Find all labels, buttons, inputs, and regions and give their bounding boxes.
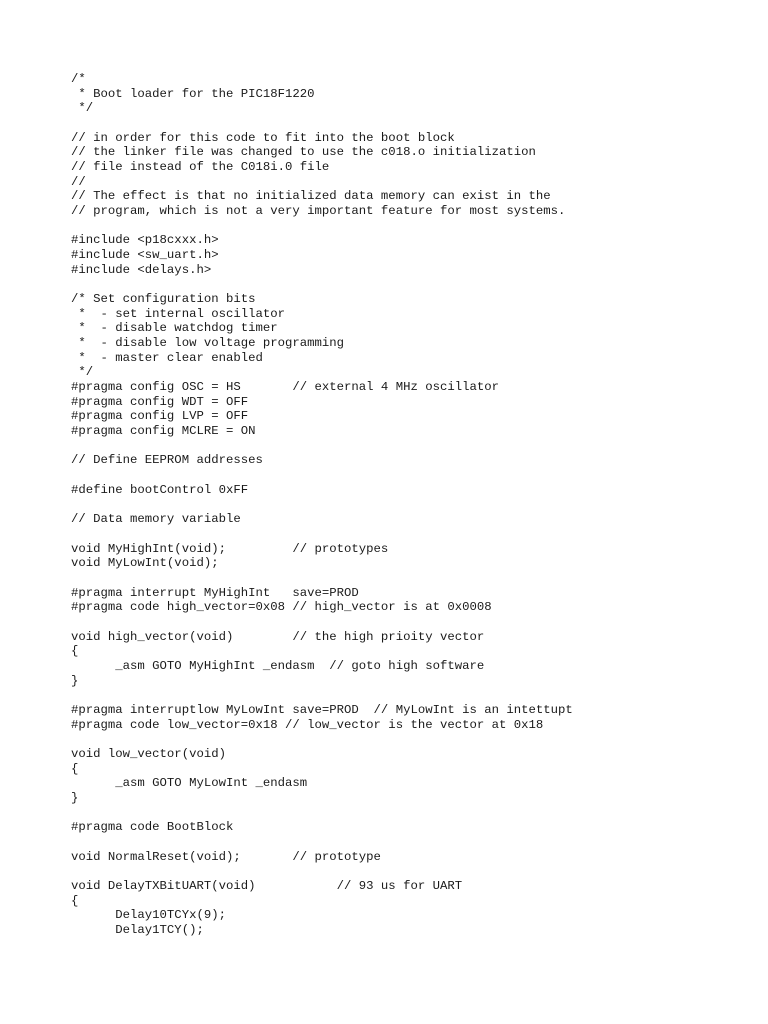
code-line: * - disable low voltage programming <box>71 336 345 351</box>
code-line <box>71 527 751 542</box>
code-line <box>71 864 751 879</box>
code-line: { <box>71 761 79 776</box>
code-line: // Data memory variable <box>71 512 241 527</box>
code-line: * Boot loader for the PIC18F1220 <box>71 86 315 101</box>
code-line <box>71 732 751 747</box>
code-line: * - disable watchdog timer <box>71 321 278 336</box>
code-line: #pragma code low_vector=0x18 // low_vector is the vector at 0x18 <box>71 717 544 732</box>
code-line: void high_vector(void) // the high prioity vector <box>71 629 485 644</box>
code-line: #include <p18cxxx.h> <box>71 233 219 248</box>
code-line: // The effect is that no initialized data memory can exist in the <box>71 189 551 204</box>
code-line: #pragma config OSC = HS // external 4 MHz oscillator <box>71 380 500 395</box>
code-line: void MyHighInt(void); // prototypes <box>71 541 389 556</box>
code-line: // the linker file was changed to use the c018.o initialization <box>71 145 536 160</box>
code-line <box>71 116 751 131</box>
code-line <box>71 571 751 586</box>
code-line: { <box>71 893 79 908</box>
code-line: * - master clear enabled <box>71 350 263 365</box>
code-line: Delay10TCYx(9); <box>71 908 226 923</box>
code-line: void low_vector(void) <box>71 746 226 761</box>
code-line: /* <box>71 72 86 86</box>
code-line <box>71 219 751 234</box>
code-line: #include <sw_uart.h> <box>71 248 219 263</box>
code-line: #pragma config MCLRE = ON <box>71 424 256 439</box>
code-line: #pragma config LVP = OFF <box>71 409 249 424</box>
code-line: * - set internal oscillator <box>71 306 286 321</box>
code-line <box>71 468 751 483</box>
code-line: // file instead of the C018i.0 file <box>71 160 330 175</box>
code-line: void NormalReset(void); // prototype <box>71 849 381 864</box>
code-line: #pragma code high_vector=0x08 // high_vector is at 0x0008 <box>71 600 492 615</box>
code-line: // program, which is not a very important feature for most systems. <box>71 204 566 219</box>
code-line: #define bootControl 0xFF <box>71 482 249 497</box>
code-line <box>71 806 751 821</box>
source-code-listing <box>71 72 751 938</box>
code-line: // in order for this code to fit into the boot block <box>71 130 455 145</box>
code-line <box>71 277 751 292</box>
code-line: */ <box>71 365 94 380</box>
code-line: */ <box>71 101 94 116</box>
code-line: #pragma config WDT = OFF <box>71 394 249 409</box>
code-line: { <box>71 644 79 659</box>
code-line <box>71 439 751 454</box>
code-line: _asm GOTO MyHighInt _endasm // goto high software <box>71 658 485 673</box>
code-line: /* Set configuration bits <box>71 292 256 307</box>
code-line: #include <delays.h> <box>71 262 212 277</box>
code-line: #pragma interrupt MyHighInt save=PROD <box>71 585 359 600</box>
code-line: _asm GOTO MyLowInt _endasm <box>71 776 308 791</box>
code-line: Delay1TCY(); <box>71 922 204 937</box>
code-line: #pragma interruptlow MyLowInt save=PROD // MyLowInt is an intettupt <box>71 702 573 717</box>
code-line: #pragma code BootBlock <box>71 820 234 835</box>
code-line: } <box>71 673 79 688</box>
code-line: void DelayTXBitUART(void) // 93 us for UART <box>71 878 463 893</box>
code-line: // Define EEPROM addresses <box>71 453 263 468</box>
code-line: void MyLowInt(void); <box>71 556 219 571</box>
code-line <box>71 688 751 703</box>
code-line: // <box>71 174 86 189</box>
code-line <box>71 497 751 512</box>
code-line: } <box>71 790 79 805</box>
code-line <box>71 615 751 630</box>
code-line <box>71 835 751 850</box>
